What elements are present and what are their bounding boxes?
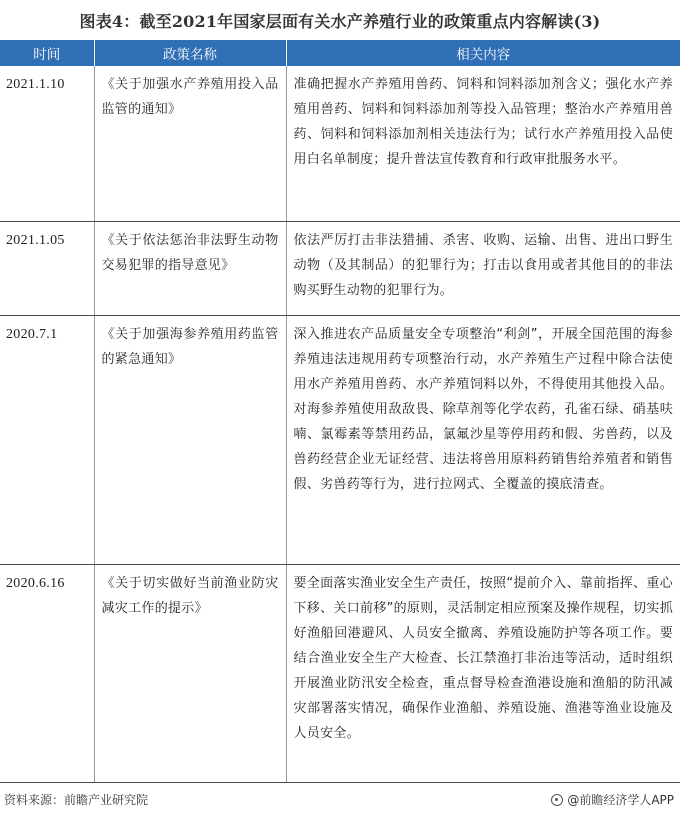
row-content: 准确把握水产养殖用兽药、饲料和饲料添加剂含义；强化水产养殖用兽药、饲料和饲料添加剂等投入品管理；整治水产养殖用兽药、饲料和饲料添加剂相关违法行为；试行水产养殖用投入品使用白名单制度；提升普法宣传教育和行政审批服务水平。 <box>286 66 680 221</box>
brand-label: @前瞻经济学人APP <box>567 793 674 807</box>
row-content: 要全面落实渔业安全生产责任，按照“提前介入、靠前指挥、重心下移、关口前移”的原则，灵活制定相应预案及操作规程，切实抓好渔船回港避风、人员安全撤离、养殖设施防护等各项工作。要结合渔业安全生产大检查、长江禁渔打非治违等活动，适时组织开展渔业防汛安全检查，重点督导检查渔港设施和渔船的防汛减灾部署落实情况，确保作业渔船、养殖设施、渔港等渔业设施及人员安全。 <box>286 564 680 782</box>
header-content: 相关内容 <box>286 40 680 66</box>
row-date: 2021.1.10 <box>0 66 94 221</box>
header-time: 时间 <box>0 40 94 66</box>
table-row <box>0 315 680 564</box>
table-header-row <box>0 40 680 66</box>
row-content: 深入推进农产品质量安全专项整治“利剑”，开展全国范围的海参养殖违法违规用药专项整治行动，水产养殖生产过程中除合法使用水产养殖用兽药、水产养殖饲料以外，不得使用其他投入品。对海参养殖使用敌敌畏、除草剂等化学农药，孔雀石绿、硝基呋喃、氯霉素等禁用药品，氯氟沙星等停用药和假、劣兽药，以及兽药经营企业无证经营、违法将兽用原料药销售给养殖者和销售假、劣兽药等行为，进行拉网式、全覆盖的摸底清查。 <box>286 315 680 564</box>
policy-table <box>0 40 680 783</box>
brand-footer <box>551 791 674 808</box>
source-note: 资料来源：前瞻产业研究院 <box>4 793 149 807</box>
header-policy: 政策名称 <box>94 40 286 66</box>
row-date: 2020.6.16 <box>0 564 94 782</box>
row-policy: 《关于依法惩治非法野生动物交易犯罪的指导意见》 <box>94 221 286 315</box>
row-date: 2021.1.05 <box>0 221 94 315</box>
table-row <box>0 221 680 315</box>
row-content: 依法严厉打击非法猎捕、杀害、收购、运输、出售、进出口野生动物（及其制品）的犯罪行为；打击以食用或者其他目的的非法购买野生动物的犯罪行为。 <box>286 221 680 315</box>
brand-logo-icon <box>551 794 563 806</box>
table-row <box>0 66 680 221</box>
chart-title: 图表4：截至2021年国家层面有关水产养殖行业的政策重点内容解读(3) <box>79 12 601 31</box>
row-policy: 《关于加强水产养殖用投入品监管的通知》 <box>94 66 286 221</box>
row-policy: 《关于加强海参养殖用药监管的紧急通知》 <box>94 315 286 564</box>
policy-table-wrapper <box>0 40 680 783</box>
row-policy: 《关于切实做好当前渔业防灾减灾工作的提示》 <box>94 564 286 782</box>
table-row <box>0 564 680 782</box>
row-date: 2020.7.1 <box>0 315 94 564</box>
